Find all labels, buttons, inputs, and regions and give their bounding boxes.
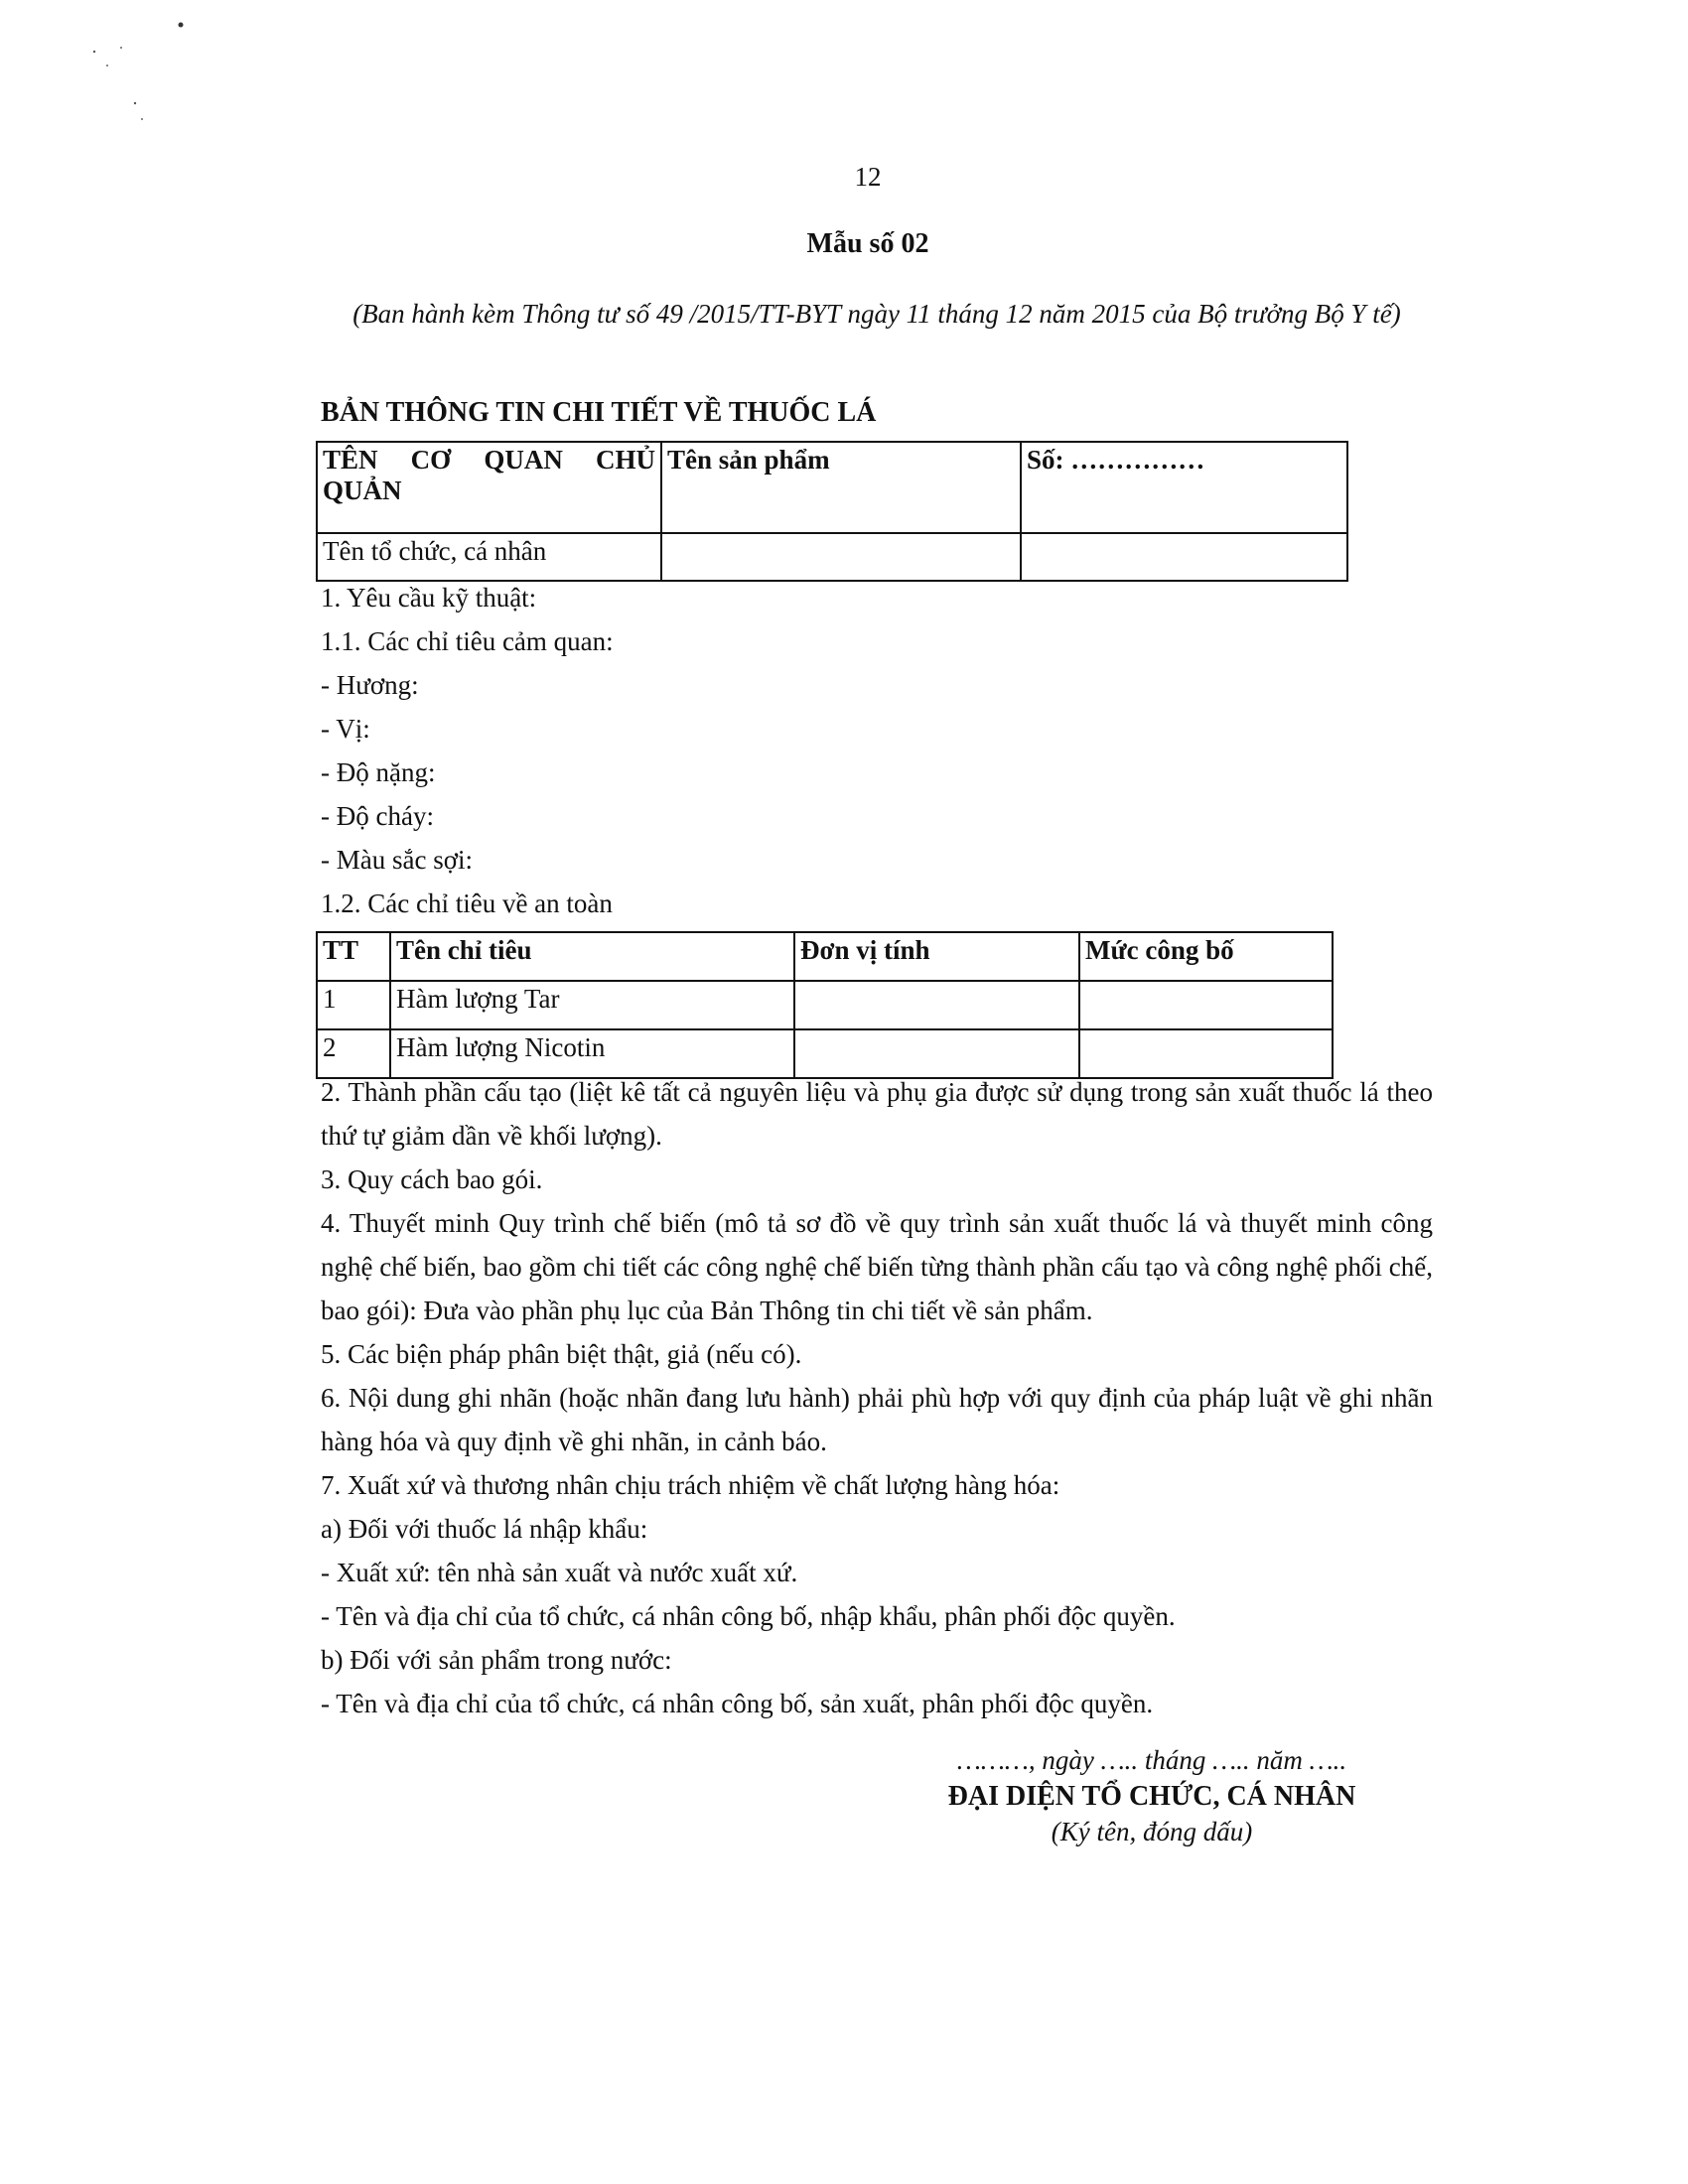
document-title: BẢN THÔNG TIN CHI TIẾT VỀ THUỐC LÁ	[321, 397, 877, 428]
safety-criteria-table	[316, 931, 1334, 1079]
organization-label-cell: Tên tổ chức, cá nhân	[317, 533, 661, 581]
requirement-line: 1.2. Các chỉ tiêu về an toàn	[321, 888, 613, 918]
table-cell: Hàm lượng Tar	[390, 981, 794, 1029]
content-paragraph: - Xuất xứ: tên nhà sản xuất và nước xuất xứ.	[321, 1558, 798, 1587]
content-paragraph: 3. Quy cách bao gói.	[321, 1164, 543, 1194]
column-header-criteria: Tên chỉ tiêu	[390, 932, 794, 981]
signature-date-line: ………, ngày ….. tháng ….. năm …..	[956, 1745, 1347, 1775]
requirement-line: - Màu sắc sợi:	[321, 845, 473, 875]
organization-number-cell	[1021, 533, 1347, 581]
scan-speck	[141, 118, 143, 120]
requirement-line: - Hương:	[321, 670, 419, 700]
organization-product-cell	[661, 533, 1021, 581]
table-cell: Hàm lượng Nicotin	[390, 1029, 794, 1078]
scan-speck	[120, 47, 122, 49]
signature-title: ĐẠI DIỆN TỔ CHỨC, CÁ NHÂN	[947, 1781, 1356, 1812]
table-cell: 2	[317, 1029, 390, 1078]
content-paragraph: 5. Các biện pháp phân biệt thật, giả (nếu có).	[321, 1339, 802, 1369]
requirement-line: - Vị:	[321, 714, 370, 744]
content-section	[321, 1070, 1433, 1725]
content-paragraph: - Tên và địa chỉ của tổ chức, cá nhân công bố, sản xuất, phân phối độc quyền.	[321, 1689, 1154, 1718]
form-number: Mẫu số 02	[806, 228, 929, 259]
content-paragraph: 2. Thành phần cấu tạo (liệt kê tất cả nguyên liệu và phụ gia được sử dụng trong sản xuất thuốc lá theo thứ tự giảm dần về khối lượng).	[321, 1077, 1433, 1151]
document-number-label-cell: Số: ……………	[1021, 442, 1347, 533]
table-cell	[1079, 981, 1333, 1029]
header-table-row	[317, 442, 1347, 533]
table-cell: 1	[317, 981, 390, 1029]
table-row	[317, 981, 1333, 1029]
content-paragraph: 6. Nội dung ghi nhãn (hoặc nhãn đang lưu hành) phải phù hợp với quy định của pháp luật về ghi nhãn hàng hóa và quy định về ghi nhãn, in cảnh báo.	[321, 1383, 1433, 1456]
column-header-tt: TT	[317, 932, 390, 981]
scan-speck	[106, 65, 108, 67]
scan-specks	[0, 0, 199, 159]
page-number: 12	[854, 162, 882, 192]
requirement-line: 1. Yêu cầu kỹ thuật:	[321, 583, 537, 613]
scan-speck	[134, 102, 136, 104]
requirement-line: - Độ cháy:	[321, 801, 434, 831]
product-name-label-cell: Tên sản phẩm	[661, 442, 1021, 533]
content-paragraph: b) Đối với sản phẩm trong nước:	[321, 1645, 672, 1675]
signature-note: (Ký tên, đóng dấu)	[1051, 1817, 1253, 1846]
content-paragraph: - Tên và địa chỉ của tổ chức, cá nhân công bố, nhập khẩu, phân phối độc quyền.	[321, 1601, 1176, 1631]
scan-speck	[179, 23, 184, 28]
scan-speck	[93, 51, 95, 53]
content-paragraph: 4. Thuyết minh Quy trình chế biến (mô tả sơ đồ về quy trình sản xuất thuốc lá và thuyết minh công nghệ chế biến, bao gồm chi tiết các công nghệ chế biến từng thành phần cấu tạo và công nghệ phối chế, bao gói): Đưa vào phần phụ lục của Bản Thông tin chi tiết về sản phẩm.	[321, 1208, 1433, 1325]
table-header-row	[317, 932, 1333, 981]
requirement-line: 1.1. Các chỉ tiêu cảm quan:	[321, 626, 614, 656]
header-table-row	[317, 533, 1347, 581]
content-paragraph: 7. Xuất xứ và thương nhân chịu trách nhiệm về chất lượng hàng hóa:	[321, 1470, 1060, 1500]
authority-label-cell: TÊN CƠ QUAN CHỦ QUẢN	[317, 442, 661, 533]
column-header-unit: Đơn vị tính	[794, 932, 1079, 981]
table-cell	[794, 981, 1079, 1029]
issued-note: (Ban hành kèm Thông tư số 49 /2015/TT-BYT ngày 11 tháng 12 năm 2015 của Bộ trưởng Bộ Y tế)	[352, 299, 1401, 329]
column-header-declared-level: Mức công bố	[1079, 932, 1333, 981]
requirement-line: - Độ nặng:	[321, 757, 436, 787]
content-paragraph: a) Đối với thuốc lá nhập khẩu:	[321, 1514, 648, 1544]
header-info-table	[316, 441, 1348, 582]
